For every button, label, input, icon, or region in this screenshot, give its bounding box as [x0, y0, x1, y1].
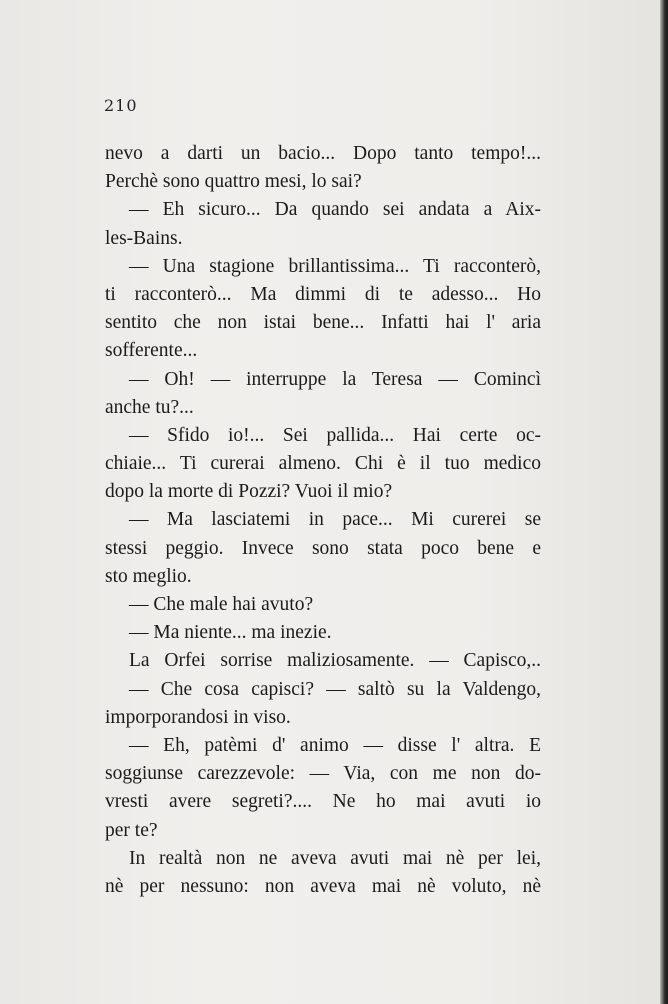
text-line: — Sfido io!... Sei pallida... Hai certe oc- [129, 424, 541, 446]
text-line: — Che male hai avuto? [129, 594, 314, 615]
text-line: — Che cosa capisci? — saltò su la Valdengo, [129, 678, 541, 700]
text-line: — Ma lasciatemi in pace... Mi curerei se [129, 509, 541, 531]
text-line: sentito che non istai bene... Infatti hai l' aria [105, 312, 541, 334]
text-line: nevo a darti un bacio... Dopo tanto tempo!... [105, 143, 541, 164]
text-line: — Una stagione brillantissima... Ti racconterò, [129, 255, 541, 277]
text-line: sto meglio. [105, 565, 192, 587]
text-line: — Ma niente... ma inezie. [129, 622, 332, 644]
text-line: — Oh! — interruppe la Teresa — Comincì [129, 368, 541, 390]
text-line: stessi peggio. Invece sono stata poco bene e [105, 537, 541, 559]
text-line: anche tu?... [105, 396, 194, 418]
text-line: chiaie... Ti curerai almeno. Chi è il tuo medico [105, 453, 541, 475]
text-line: Perchè sono quattro mesi, lo sai? [105, 171, 362, 193]
page-number: 210 [104, 96, 138, 115]
body-text [105, 140, 541, 901]
text-line: La Orfei sorrise maliziosamente. — Capisco,.. [129, 650, 541, 672]
page-binding-edge [660, 0, 668, 1004]
text-line: — Eh sicuro... Da quando sei andata a Aix- [129, 199, 541, 221]
text-line: per te? [105, 819, 158, 841]
text-line: ti racconterò... Ma dimmi di te adesso... Ho [105, 283, 541, 305]
text-line: sofferente... [105, 340, 198, 362]
text-line: In realtà non ne aveva avuti mai nè per lei, [129, 847, 541, 869]
text-line: les-Bains. [105, 227, 183, 249]
text-line: dopo la morte di Pozzi? Vuoi il mio? [105, 481, 393, 503]
text-line: vresti avere segreti?.... Ne ho mai avuti io [105, 791, 541, 813]
text-line: nè per nessuno: non aveva mai nè voluto, nè [105, 875, 541, 897]
text-line: soggiunse carezzevole: — Via, con me non do- [105, 763, 541, 785]
text-line: — Eh, patèmi d' animo — disse l' altra. E [129, 734, 541, 756]
text-line: imporporandosi in viso. [105, 706, 291, 728]
